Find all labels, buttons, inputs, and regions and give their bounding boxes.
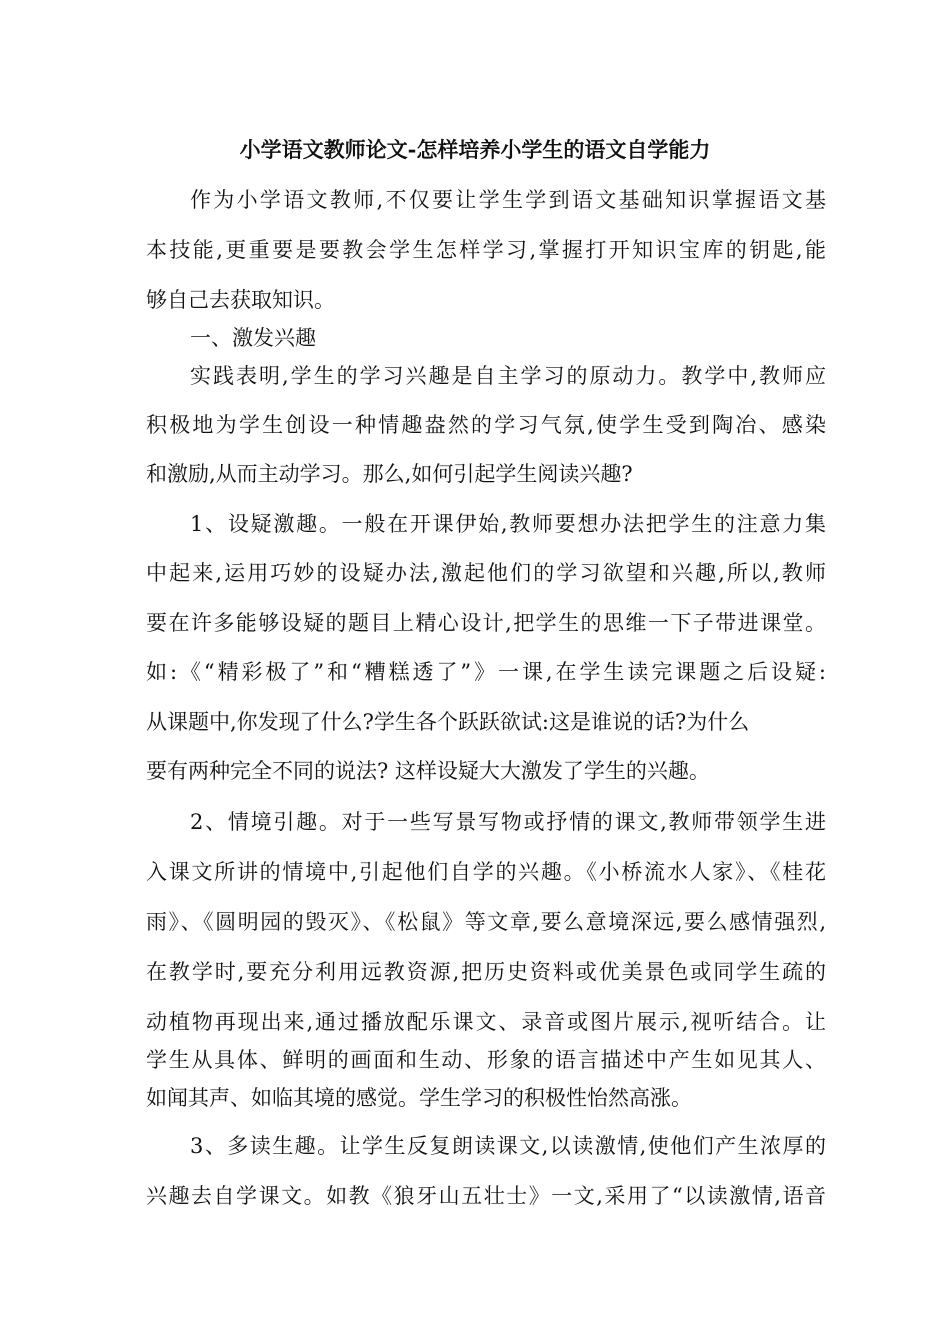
paragraph-line: 从课题中,你发现了什么?学生各个跃跃欲试:这是谁说的话?为什么 — [146, 710, 750, 734]
paragraph-line: 要在许多能够设疑的题目上精心设计,把学生的思维一下子带进课堂。 — [146, 611, 826, 635]
paragraph-line: 和激励,从而主动学习。那么,如何引起学生阅读兴趣? — [146, 462, 633, 486]
paragraph-line: 中起来,运用巧妙的设疑办法,激起他们的学习欲望和兴趣,所以,教师 — [146, 561, 826, 585]
paragraph-line: 本技能,更重要是要教会学生怎样学习,掌握打开知识宝库的钥匙,能 — [146, 238, 826, 262]
paragraph-line: 3、多读生趣。让学生反复朗读课文,以读激情,使他们产生浓厚的 — [190, 1134, 826, 1158]
paragraph-line: 2、情境引趣。对于一些写景写物或抒情的课文,教师带领学生进 — [190, 810, 826, 834]
document-title: 小学语文教师论文-怎样培养小学生的语文自学能力 — [239, 137, 711, 162]
paragraph-line: 雨》、《圆明园的毁灭》、《松鼠》等文章,要么意境深远,要么感情强烈, — [146, 910, 826, 934]
paragraph-line: 如:《“精彩极了”和“糟糕透了”》一课,在学生读完课题之后设疑: — [146, 660, 826, 684]
paragraph-line: 学生从具体、鲜明的画面和生动、形象的语言描述中产生如见其人、 — [146, 1048, 826, 1072]
section-heading: 一、激发兴趣 — [190, 326, 316, 350]
paragraph-line: 1、设疑激趣。一般在开课伊始,教师要想办法把学生的注意力集 — [190, 512, 826, 536]
paragraph-line: 如闻其声、如临其境的感觉。学生学习的积极性怡然高涨。 — [146, 1086, 692, 1110]
paragraph-line: 动植物再现出来,通过播放配乐课文、录音或图片展示,视听结合。让 — [146, 1010, 826, 1034]
paragraph-line: 够自己去获取知识。 — [146, 288, 335, 312]
paragraph-line: 入课文所讲的情境中,引起他们自学的兴趣。《小桥流水人家》、《桂花 — [146, 860, 826, 884]
paragraph-line: 在教学时,要充分利用远教资源,把历史资料或优美景色或同学生疏的 — [146, 960, 826, 984]
paragraph-line: 积极地为学生创设一种情趣盎然的学习气氛,使学生受到陶冶、感染 — [146, 413, 826, 437]
paragraph-line: 兴趣去自学课文。如教《狼牙山五壮士》一文,采用了“以读激情,语音 — [146, 1184, 826, 1208]
paragraph-line: 实践表明,学生的学习兴趣是自主学习的原动力。教学中,教师应 — [190, 364, 826, 388]
paragraph-line: 要有两种完全不同的说法? 这样设疑大大激发了学生的兴趣。 — [146, 759, 710, 783]
paragraph-line: 作为小学语文教师,不仅要让学生学到语文基础知识掌握语文基 — [190, 188, 826, 212]
